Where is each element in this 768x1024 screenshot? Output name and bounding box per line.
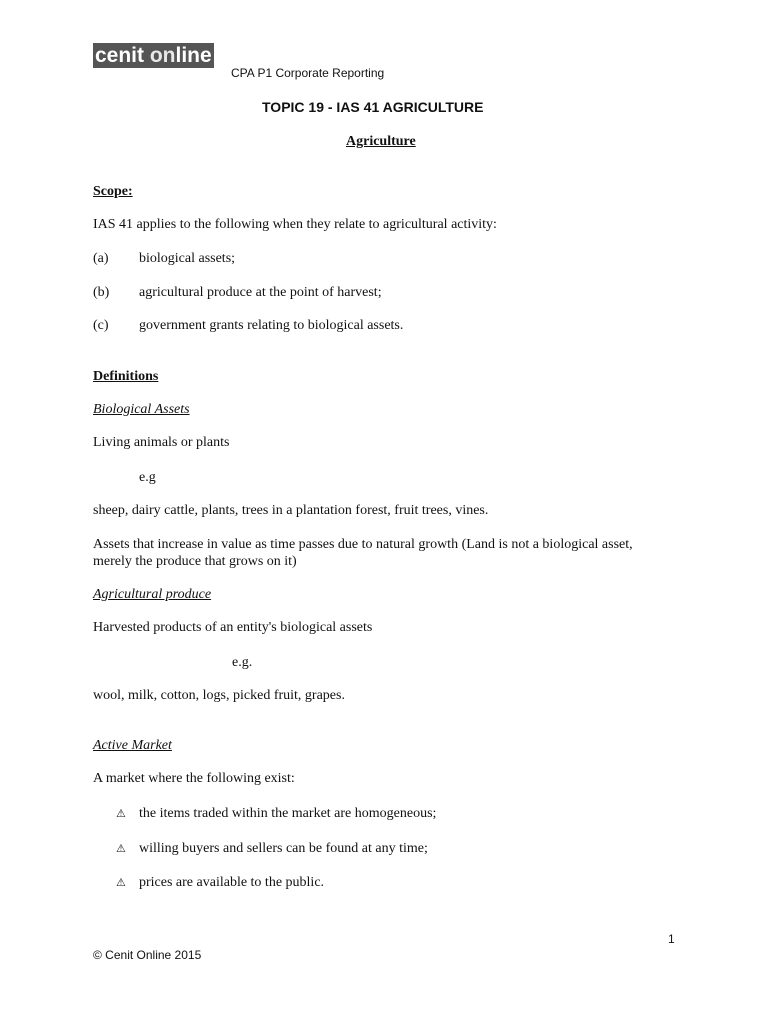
biological-assets-note: Assets that increase in value as time passes due to natural growth (Land is not a biological asset, merely the produce that grows on it) [93,537,633,569]
page-title: TOPIC 19 - IAS 41 AGRICULTURE [262,99,484,115]
market-condition-2: willing buyers and sellers can be found at any time; [139,841,428,856]
scope-item-c-text: government grants relating to biological assets. [139,318,404,333]
market-condition-1: the items traded within the market are homogeneous; [139,806,437,821]
logo-text-line: line [175,44,212,67]
document-subtitle: CPA P1 Corporate Reporting [231,66,385,80]
active-market-intro: A market where the following exist: [93,771,295,786]
logo-text-on: on [149,44,176,67]
scope-item-c-marker: (c) [93,318,109,333]
scope-intro: IAS 41 applies to the following when they relate to agricultural activity: [93,217,497,232]
exclamation-circle-icon: ⚠︎ [116,807,126,820]
definitions-heading: Definitions [93,369,159,384]
scope-item-a-marker: (a) [93,251,109,266]
exclamation-circle-icon: ⚠︎ [116,842,126,855]
scope-item-b-text: agricultural produce at the point of harvest; [139,285,382,300]
exclamation-circle-icon: ⚠︎ [116,876,126,889]
agricultural-produce-definition: Harvested products of an entity's biological assets [93,620,373,635]
scope-heading: Scope: [93,184,133,199]
agricultural-produce-examples: wool, milk, cotton, logs, picked fruit, grapes. [93,688,345,703]
agricultural-produce-eg: e.g. [232,655,253,670]
page-number: 1 [668,932,675,946]
section-heading-agriculture: Agriculture [346,134,416,149]
logo-text-cenit: cenit [95,44,150,67]
biological-assets-heading: Biological Assets [93,402,190,417]
biological-assets-definition: Living animals or plants [93,435,230,450]
scope-item-a-text: biological assets; [139,251,236,266]
biological-assets-examples: sheep, dairy cattle, plants, trees in a plantation forest, fruit trees, vines. [93,503,489,518]
active-market-heading: Active Market [93,738,172,753]
biological-assets-eg: e.g [139,470,156,485]
agricultural-produce-heading: Agricultural produce [93,587,212,602]
market-condition-3: prices are available to the public. [139,875,325,890]
footer-copyright: © Cenit Online 2015 [93,948,202,962]
cenit-online-logo [93,43,214,68]
scope-item-b-marker: (b) [93,285,110,300]
